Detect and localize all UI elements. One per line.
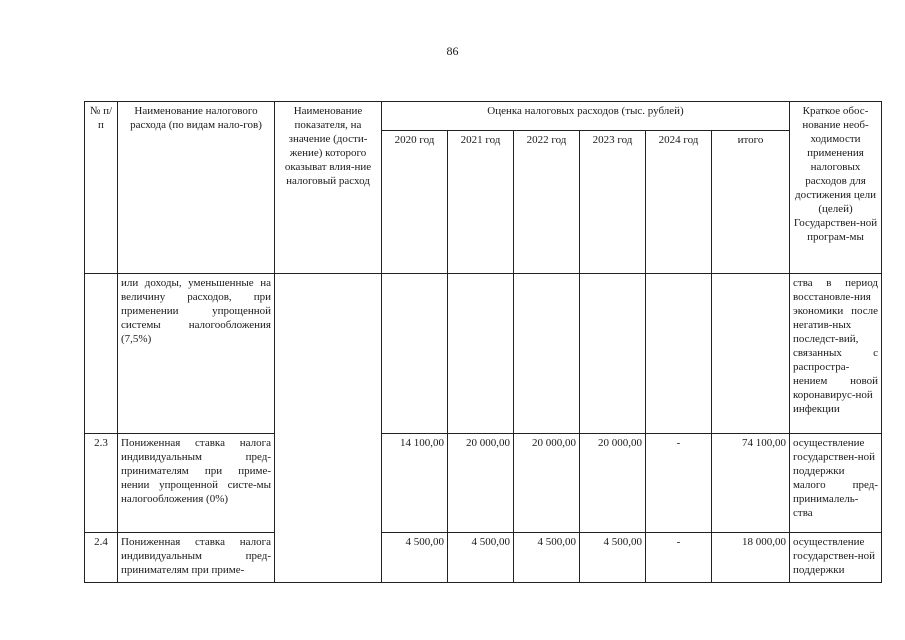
table-row (85, 274, 882, 434)
row-value-2023 (580, 274, 646, 434)
header-indicator: Наименование показателя, на значение (дости-жение) которого оказыват влия-ние налоговый расход (275, 102, 382, 274)
header-total: итого (712, 131, 790, 274)
table-row (85, 533, 882, 583)
row-value-2022: 20 000,00 (514, 434, 580, 533)
row-value-2023: 20 000,00 (580, 434, 646, 533)
row-value-2022: 4 500,00 (514, 533, 580, 583)
row-value-2024: - (646, 533, 712, 583)
row-num (85, 274, 118, 434)
row-value-2024 (646, 274, 712, 434)
row-value-2020 (382, 274, 448, 434)
row-justification: осуществление государствен-ной поддержки (790, 533, 882, 583)
row-value-2022 (514, 274, 580, 434)
row-value-2020: 4 500,00 (382, 533, 448, 583)
row-value-2021: 4 500,00 (448, 533, 514, 583)
header-estimate: Оценка налоговых расходов (тыс. рублей) (382, 102, 790, 131)
row-num: 2.4 (85, 533, 118, 583)
row-name: Пониженная ставка налога индивидуальным пред-принимателям при приме-нении упрощенной систе-мы налогообложения (0%) (118, 434, 275, 533)
row-value-total (712, 274, 790, 434)
header-num: № п/п (85, 102, 118, 274)
row-value-total: 74 100,00 (712, 434, 790, 533)
header-row-1 (85, 102, 882, 131)
header-year-2021: 2021 год (448, 131, 514, 274)
header-year-2023: 2023 год (580, 131, 646, 274)
row-value-2021 (448, 274, 514, 434)
header-year-2024: 2024 год (646, 131, 712, 274)
row-value-total: 18 000,00 (712, 533, 790, 583)
row-value-2021: 20 000,00 (448, 434, 514, 533)
table-row (85, 434, 882, 533)
row-justification: осуществление государствен-ной поддержки малого пред-принималель-ства (790, 434, 882, 533)
tax-expenditure-table (84, 101, 882, 583)
header-name: Наименование налогового расхода (по видам нало-гов) (118, 102, 275, 274)
page-number: 86 (446, 44, 459, 58)
row-value-2024: - (646, 434, 712, 533)
row-name: Пониженная ставка налога индивидуальным пред-принимателям при приме- (118, 533, 275, 583)
row-name: или доходы, уменьшенные на величину расходов, при применении упрощенной системы налогообложения (7,5%) (118, 274, 275, 434)
header-year-2020: 2020 год (382, 131, 448, 274)
row-value-2020: 14 100,00 (382, 434, 448, 533)
header-justification: Краткое обос-нование необ-ходимости применения налоговых расходов для достижения цели (целей) Государствен-ной програм-мы (790, 102, 882, 274)
row-justification: ства в период восстановле-ния экономики после негатив-ных последст-вий, связанных с распростра-нением новой коронавирус-ной инфекции (790, 274, 882, 434)
row-indicator (275, 274, 382, 583)
header-year-2022: 2022 год (514, 131, 580, 274)
row-num: 2.3 (85, 434, 118, 533)
row-value-2023: 4 500,00 (580, 533, 646, 583)
